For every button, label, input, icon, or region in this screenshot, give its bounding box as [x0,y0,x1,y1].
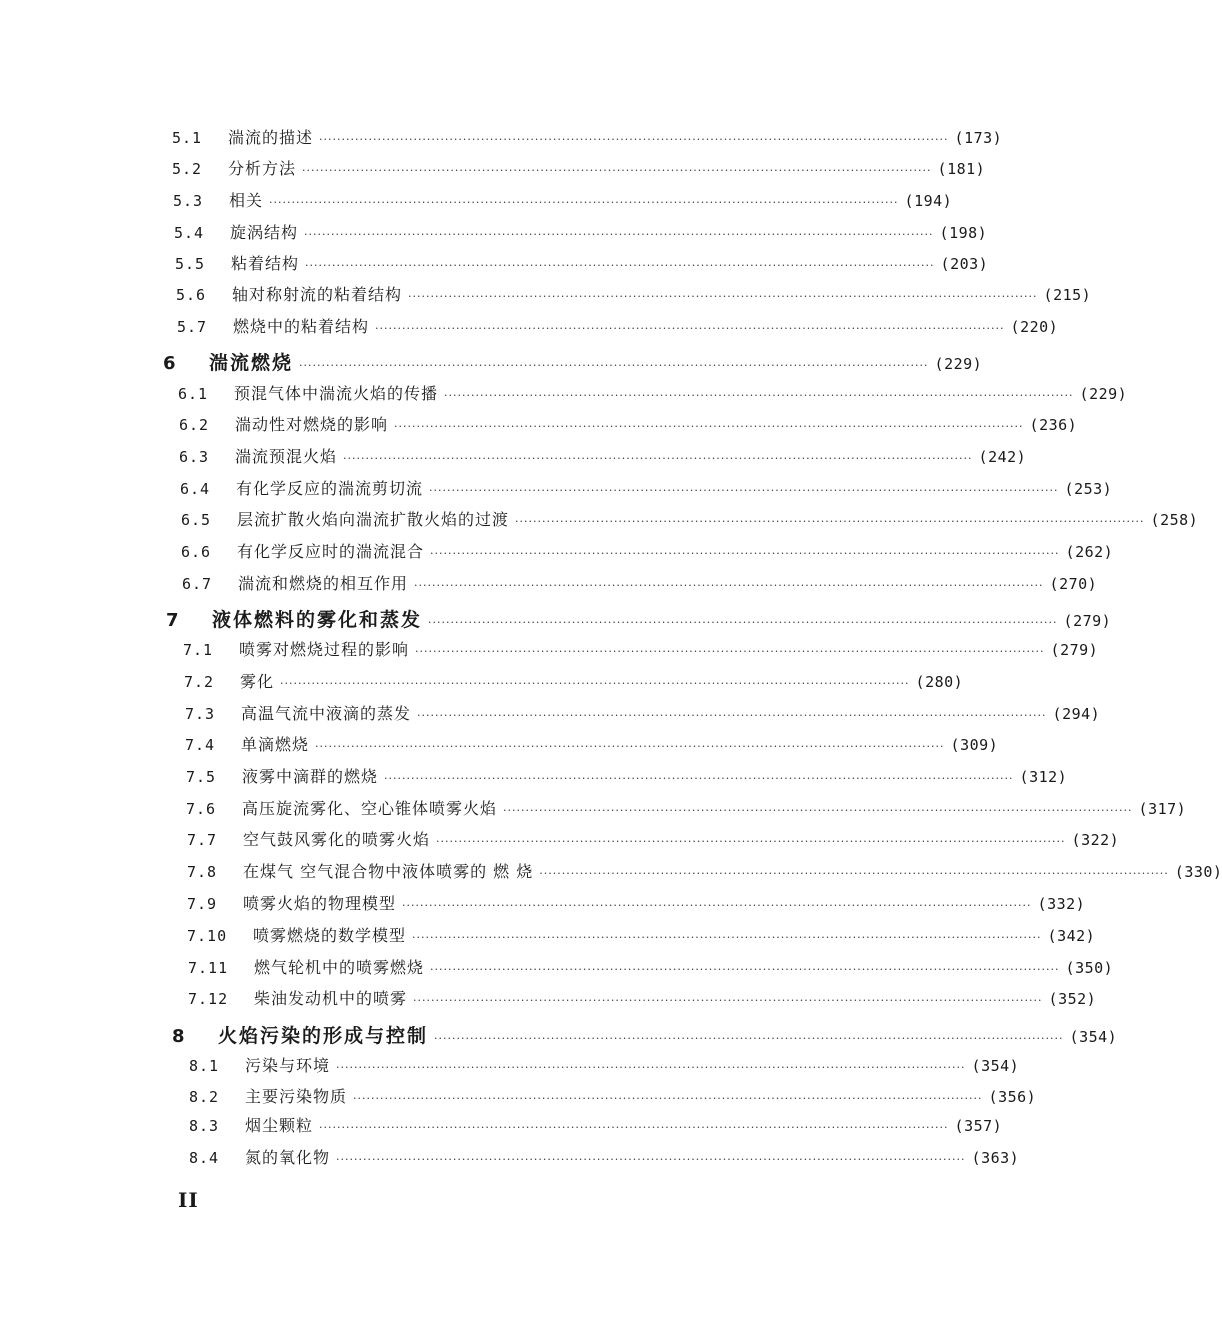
toc-entry-title: 单滴燃烧 [241,735,310,754]
dot-leader: ············································································································································ [429,484,1059,497]
toc-entry-page-number: (194) [904,192,953,210]
dot-leader: ············································································································································ [353,1092,983,1105]
toc-entry-number: 8.2 [189,1088,220,1106]
toc-entry-title: 湍流燃烧 [209,352,294,374]
toc-entry-page-number: (309) [950,736,999,754]
dot-leader: ············································································································································ [315,740,945,753]
toc-section-entry [176,282,1092,310]
dot-leader: ············································································································································ [319,133,949,146]
toc-entry-number: 5.7 [177,318,208,336]
toc-entry-page-number: (312) [1019,768,1068,786]
toc-entry-number: 6 [163,353,177,374]
toc-entry-title: 湍动性对燃烧的影响 [235,415,389,434]
toc-entry-title: 烟尘颗粒 [245,1116,314,1135]
toc-section-entry [172,125,1003,153]
toc-section-entry [187,891,1086,919]
toc-section-entry [189,1084,1037,1112]
dot-leader: ············································································································································ [414,579,1044,592]
toc-chapter-entry [166,605,1112,633]
toc-entry-page-number: (253) [1064,480,1113,498]
toc-section-entry [178,381,1128,409]
dot-leader: ············································································································································ [402,899,1032,912]
toc-entry-page-number: (330) [1174,863,1222,881]
toc-entry-number: 5.3 [173,192,204,210]
toc-entry-title: 燃气轮机中的喷雾燃烧 [254,958,425,977]
toc-entry-title: 在煤气 空气混合物中液体喷雾的 燃 烧 [243,862,534,881]
toc-entry-page-number: (236) [1029,416,1078,434]
dot-leader: ············································································································································ [417,709,1047,722]
dot-leader: ············································································································································ [412,931,1042,944]
dot-leader: ············································································································································ [319,1121,949,1134]
toc-entry-page-number: (332) [1037,895,1086,913]
toc-section-entry [188,986,1097,1014]
toc-section-entry [189,1053,1020,1081]
toc-entry-title: 有化学反应时的湍流混合 [237,542,425,561]
dot-leader: ············································································································································ [434,1032,1064,1045]
toc-entry-number: 7.9 [187,895,218,913]
toc-section-entry [187,859,1222,887]
toc-entry-page-number: (354) [1069,1028,1118,1046]
toc-section-entry [184,669,964,697]
toc-entry-number: 7.2 [184,673,215,691]
dot-leader: ············································································································································ [394,420,1024,433]
toc-entry-number: 7.6 [186,800,217,818]
toc-entry-page-number: (181) [937,160,986,178]
toc-entry-page-number: (342) [1047,927,1096,945]
toc-entry-number: 7.5 [186,768,217,786]
toc-entry-number: 8.3 [189,1117,220,1135]
toc-chapter-entry [172,1021,1118,1049]
toc-section-entry [187,827,1120,855]
toc-entry-page-number: (215) [1043,286,1092,304]
toc-entry-title: 主要污染物质 [245,1087,348,1106]
toc-entry-page-number: (279) [1063,612,1112,630]
toc-section-entry [185,732,999,760]
dot-leader: ············································································································································ [428,616,1058,629]
toc-section-entry [188,955,1114,983]
toc-entry-title: 湍流的描述 [228,128,314,147]
toc-entry-page-number: (322) [1071,831,1120,849]
toc-entry-page-number: (350) [1065,959,1114,977]
toc-entry-title: 层流扩散火焰向湍流扩散火焰的过渡 [237,510,510,529]
dot-leader: ············································································································································ [444,389,1074,402]
toc-entry-number: 8.4 [189,1149,220,1167]
dot-leader: ············································································································································ [375,322,1005,335]
toc-section-entry [189,1145,1020,1173]
toc-entry-page-number: (279) [1050,641,1099,659]
toc-entry-title: 空气鼓风雾化的喷雾火焰 [243,830,431,849]
toc-entry-number: 6.5 [181,511,212,529]
toc-section-entry [185,701,1101,729]
toc-entry-number: 7.10 [187,927,228,945]
toc-entry-page-number: (294) [1052,705,1101,723]
page-folio: II [178,1188,199,1212]
toc-entry-page-number: (258) [1150,511,1199,529]
toc-section-entry [182,571,1098,599]
toc-entry-title: 污染与环境 [245,1056,331,1075]
dot-leader: ············································································································································ [415,645,1045,658]
toc-entry-title: 分析方法 [228,159,297,178]
toc-entry-title: 雾化 [240,672,275,691]
toc-entry-number: 7 [166,610,180,631]
dot-leader: ············································································································································ [430,547,1060,560]
toc-section-entry [172,156,986,184]
toc-entry-page-number: (280) [915,673,964,691]
toc-entry-number: 6.7 [182,575,213,593]
dot-leader: ············································································································································ [336,1061,966,1074]
toc-entry-number: 8 [172,1026,186,1047]
toc-entry-page-number: (352) [1048,990,1097,1008]
toc-section-entry [181,507,1199,535]
dot-leader: ············································································································································ [413,994,1043,1007]
toc-entry-title: 有化学反应的湍流剪切流 [236,479,424,498]
toc-entry-page-number: (363) [971,1149,1020,1167]
toc-entry-number: 5.5 [175,255,206,273]
toc-entry-title: 火焰污染的形成与控制 [218,1025,429,1047]
toc-section-entry [186,796,1187,824]
toc-entry-number: 6.3 [179,448,210,466]
dot-leader: ············································································································································ [299,359,929,372]
toc-section-entry [186,764,1068,792]
toc-entry-title: 喷雾对燃烧过程的影响 [239,640,410,659]
toc-entry-title: 燃烧中的粘着结构 [233,317,370,336]
toc-entry-title: 液雾中滴群的燃烧 [242,767,379,786]
toc-entry-page-number: (173) [954,129,1003,147]
toc-entry-number: 7.12 [188,990,229,1008]
toc-section-entry [177,314,1059,342]
toc-entry-title: 湍流和燃烧的相互作用 [238,574,409,593]
toc-section-entry [173,188,953,216]
toc-entry-page-number: (242) [978,448,1027,466]
toc-entry-number: 6.1 [178,385,209,403]
toc-entry-number: 7.4 [185,736,216,754]
toc-entry-page-number: (354) [971,1057,1020,1075]
toc-entry-number: 7.8 [187,863,218,881]
dot-leader: ············································································································································ [503,804,1133,817]
toc-entry-number: 8.1 [189,1057,220,1075]
toc-chapter-entry [163,348,983,376]
toc-section-entry [180,476,1113,504]
dot-leader: ············································································································································ [269,196,899,209]
toc-entry-page-number: (356) [988,1088,1037,1106]
toc-section-entry [179,444,1027,472]
toc-entry-page-number: (262) [1065,543,1114,561]
toc-entry-number: 6.2 [179,416,210,434]
toc-entry-page-number: (229) [1079,385,1128,403]
dot-leader: ············································································································································ [515,515,1145,528]
toc-entry-title: 柴油发动机中的喷雾 [254,989,408,1008]
toc-entry-number: 5.6 [176,286,207,304]
toc-entry-page-number: (357) [954,1117,1003,1135]
toc-entry-page-number: (317) [1138,800,1187,818]
toc-entry-page-number: (203) [940,255,989,273]
toc-entry-title: 氮的氧化物 [245,1148,331,1167]
toc-entry-title: 旋涡结构 [230,223,299,242]
dot-leader: ············································································································································ [436,835,1066,848]
dot-leader: ············································································································································ [384,772,1014,785]
toc-entry-number: 7.3 [185,705,216,723]
dot-leader: ············································································································································ [304,228,934,241]
dot-leader: ············································································································································ [430,963,1060,976]
dot-leader: ············································································································································ [336,1153,966,1166]
toc-entry-title: 喷雾燃烧的数学模型 [253,926,407,945]
toc-section-entry [189,1113,1003,1141]
toc-entry-number: 5.2 [172,160,203,178]
toc-entry-title: 喷雾火焰的物理模型 [243,894,397,913]
toc-section-entry [179,412,1078,440]
toc-entry-title: 湍流预混火焰 [235,447,338,466]
toc-entry-title: 粘着结构 [231,254,300,273]
toc-section-entry [183,637,1099,665]
toc-entry-page-number: (220) [1010,318,1059,336]
toc-section-entry [174,220,988,248]
toc-entry-number: 6.6 [181,543,212,561]
toc-entry-page-number: (229) [934,355,983,373]
toc-entry-number: 6.4 [180,480,211,498]
dot-leader: ············································································································································ [539,867,1169,880]
toc-section-entry [187,923,1096,951]
dot-leader: ············································································································································ [302,164,932,177]
toc-entry-page-number: (270) [1049,575,1098,593]
dot-leader: ············································································································································ [343,452,973,465]
toc-entry-title: 预混气体中湍流火焰的传播 [234,384,439,403]
toc-entry-page-number: (198) [939,224,988,242]
dot-leader: ············································································································································ [280,677,910,690]
toc-entry-title: 轴对称射流的粘着结构 [232,285,403,304]
toc-entry-number: 7.7 [187,831,218,849]
toc-entry-number: 7.1 [183,641,214,659]
dot-leader: ············································································································································ [305,259,935,272]
toc-entry-number: 5.1 [172,129,203,147]
toc-section-entry [175,251,989,279]
dot-leader: ············································································································································ [408,290,1038,303]
toc-entry-number: 5.4 [174,224,205,242]
toc-section-entry [181,539,1114,567]
toc-entry-number: 7.11 [188,959,229,977]
toc-entry-title: 高压旋流雾化、空心锥体喷雾火焰 [242,799,498,818]
toc-entry-title: 相关 [229,191,264,210]
toc-entry-title: 液体燃料的雾化和蒸发 [212,609,423,631]
toc-entry-title: 高温气流中液滴的蒸发 [241,704,412,723]
